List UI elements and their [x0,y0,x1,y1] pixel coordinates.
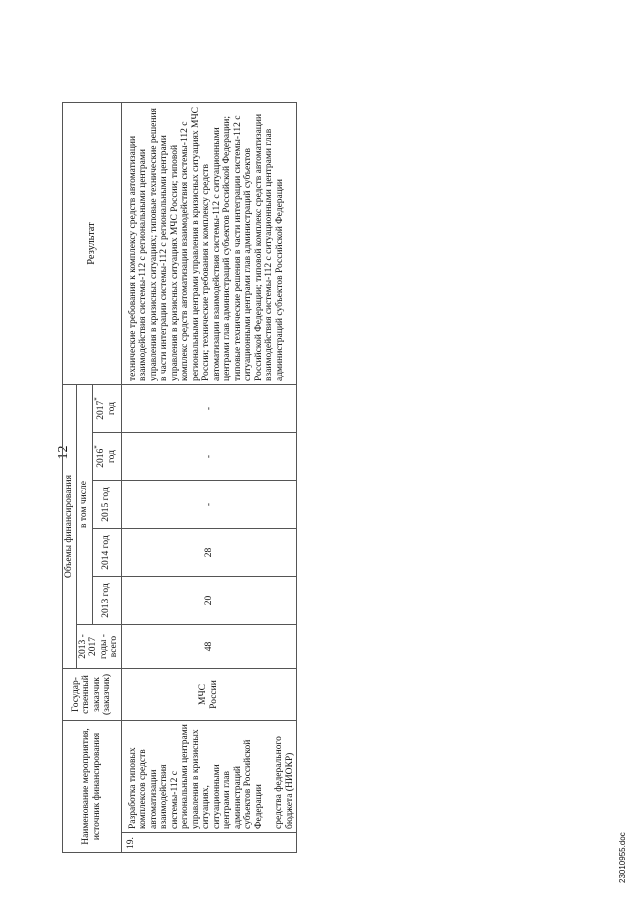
header-year-2017-suffix: год [106,402,117,415]
row-customer: МЧС России [121,669,297,721]
funding-table [62,102,297,853]
header-customer: Государ-ственный заказчик (заказчик) [63,669,122,721]
row-2016: - [121,433,297,481]
header-year-2017: 2017* год [92,385,121,433]
header-row-1 [63,103,77,853]
row-2014: 28 [121,529,297,577]
row-title: Разработка типовых комплексов средств автоматизации взаимодействия системы-112 с региональными центрами управления в кризисных ситуациях, ситуационными центрами глав администраций субъектов Российской Федерации [127,724,264,829]
header-year-2015: 2015 год [92,481,121,529]
row-total: 48 [121,625,297,669]
header-year-2016-suffix: год [106,450,117,463]
header-year-2017-label: 2017 [96,400,107,420]
row-result: технические требования к комплексу средств автоматизации взаимодействия системы-112 с региональными центрами управления в кризисных ситуациях; типовые технические решения в части интеграции системы-112 с региональными центрами управления в кризисных ситуациях МЧС России; типовой комплекс средств автоматизации взаимодействия системы-112 с региональными центрами управления в кризисных ситуациях МЧС России; технические требования к комплексу средств автоматизации взаимодействия системы-112 с ситуационными центрами глав администраций субъектов Российской Федерации; типовые технические решения в части интеграции системы-112 с ситуационными центрами глав администраций субъектов Российской Федерации; типовой комплекс средств автоматизации взаимодействия системы-112 с ситуационными центрами глав администраций субъектов Российской Федерации [121,103,297,385]
row-funding-source: средства федерального бюджета (НИОКР) [274,736,295,829]
row-2017: - [121,385,297,433]
header-name: Наименование мероприятия, источник финансирования [63,721,122,853]
header-year-2016: 2016* год [92,433,121,481]
page-number: 12 [56,445,71,460]
header-year-2013: 2013 год [92,577,121,625]
row-name-cell [121,721,297,833]
header-result: Результат [63,103,122,385]
row-2015: - [121,481,297,529]
header-incl: в том числе [76,385,92,625]
table-row [121,103,297,853]
header-funding: Объемы финансирования [63,385,77,669]
header-total: 2013 - 2017 годы - всего [76,625,121,669]
header-year-2016-label: 2016 [96,448,107,468]
row-2013: 20 [121,577,297,625]
header-year-2014: 2014 год [92,529,121,577]
row-number: 19. [121,833,297,853]
document-reference: 23010955.doc [618,832,627,883]
